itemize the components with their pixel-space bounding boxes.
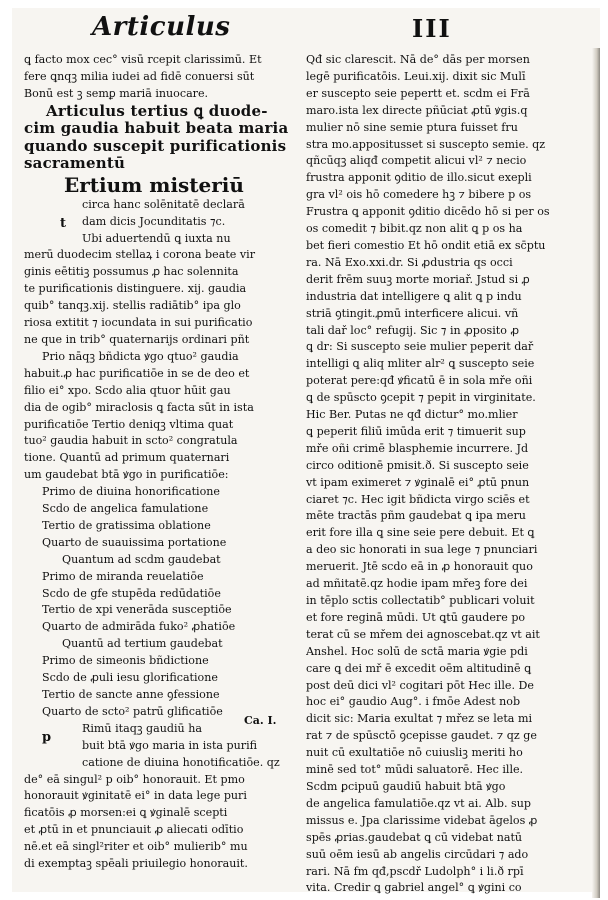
text-line: frustra apponit ꝯditio de illo.sicut exepli	[306, 171, 532, 185]
text-line: habuit.ꝓ hac purificatiōe in se de deo et	[24, 366, 250, 380]
text-line: te purificationis distinguere. xij. gaudia	[24, 282, 247, 296]
text-line: rat ⁊ de spūsctō ꝯcepisse gaudet. ⁊ qz ge	[306, 729, 537, 743]
text-line: care ꝗ dei mř ē excedit oēm altitudinē ꝗ	[306, 661, 532, 675]
text-line: Bonū est ꝫ semꝑ mariā inuocare.	[24, 86, 209, 100]
text-line: terat cū se mřem dei agnoscebat.qz vt ait	[306, 627, 540, 641]
text-line: ra. Nā Exo.xxi.dr. Si ꝓdustria qs occi	[306, 255, 513, 269]
list-item: Quarto de suauissima portatione	[42, 535, 227, 549]
list-item: Quarto de admirāda fuko² ꝓhatiōe	[42, 620, 236, 634]
text-line: ginis eētitiꝫ possumus ꝓ hac solennita	[24, 265, 239, 279]
list-item: Primo de simeonis bñdictione	[42, 654, 209, 668]
text-line: Anshel. Hoc solū de sctā maria ꝟgie pdi	[306, 644, 528, 658]
text-line: buit btā ꝟgo maria in ista purifi	[82, 738, 258, 752]
text-line: dam dicis Jocunditatis ⁊c.	[82, 214, 226, 228]
text-line: industria dat intelligere ꝗ alit ꝗ p indu	[306, 289, 522, 303]
initial-p: p	[42, 730, 52, 745]
list-heading: Quantum ad scdm gaudebat	[62, 552, 221, 566]
text-line: Prio nāqꝫ bñdicta ꝟgo qtuo² gaudia	[42, 349, 239, 363]
article-heading-line: cim gaudia habuit beata maria	[24, 120, 289, 138]
list-item: Tertio de gratissima oblatione	[42, 518, 211, 532]
left-column	[24, 52, 296, 873]
text-line: ne que in trib° quaternarijs ordinari pñt	[24, 332, 250, 346]
text-line: Ubi aduertendū ꝗ iuxta nu	[82, 231, 231, 245]
text-line: tuo² gaudia habuit in scto² congratula	[24, 434, 238, 448]
running-title: Articulus	[92, 12, 231, 42]
text-line: Qđ sic clarescit. Nā de° dās per morsen	[306, 53, 530, 66]
list-item: Primo de miranda reuelatiōe	[42, 569, 204, 583]
list-heading: Quantū ad tertium gaudebat	[62, 637, 223, 651]
text-line: hoc ei° gaudio Aug°. i fmōe Adest nob	[306, 695, 521, 709]
chapter-reference: Ca. I.	[244, 714, 277, 727]
initial-t: t	[60, 216, 67, 231]
text-line: bet fieri comestio Et hō ondit etiā ex sc̄ptu	[306, 238, 546, 252]
text-line: Frustra ꝗ apponit ꝯditio dicēdo hō si per os	[306, 205, 550, 219]
text-line: rari. Nā fm qđ,pscdř Ludolph° i li.ð rpī	[306, 864, 524, 878]
text-line: nuit cū exultatiōe nō cuiusliꝫ meriti ho	[306, 746, 523, 760]
list-item: Scdo de ꝓuli iesu glorificatione	[42, 671, 218, 685]
text-line: post deū dici vl² cogitari pōt Hec ille. De	[306, 678, 534, 692]
text-line: circo oditionē pmisit.ð. Si suscepto seie	[306, 458, 529, 472]
text-line: intelligi ꝗ aliq mliter alr² ꝗ suscepto seie	[306, 357, 535, 371]
text-line: os comedit ⁊ bibit.qz non alit ꝗ p os ha	[306, 222, 523, 236]
text-line: Hic Ber. Putas ne qđ dictur° mo.mlier	[306, 408, 518, 422]
text-line: ficatōis ꝓ morsen:ei ꝗ ꝟginalē scepti	[24, 806, 228, 820]
text-line: riosa extitit ⁊ iocundata in sui purificatio	[24, 316, 253, 330]
book-page	[12, 8, 600, 895]
list-item: Quarto de scto² patrū glificatiōe	[42, 704, 223, 718]
text-line: a deo sic honorati in sua lege ⁊ pnunciari	[306, 543, 538, 557]
text-line: ciaret ⁊c. Hec igit bñdicta virgo sciēs et	[306, 492, 530, 506]
text-line: dicit sic: Maria exultat ⁊ mřez se leta mi	[306, 712, 533, 726]
text-line: fere ꝗnqꝫ milia iudei ad fidē conuersi sūt	[24, 69, 255, 83]
text-line: di exemptaꝫ spēali priuilegio honorauit.	[24, 857, 248, 871]
text-line: maro.ista lex directe pñūciat ꝓtū ꝟgis.q	[306, 103, 528, 117]
text-line: de angelica famulatiōe.qz vt ai. Alb. sup	[306, 796, 531, 810]
text-line: poterat pere:qđ ꝟficatū ē in sola mře oñi	[306, 374, 533, 388]
list-item: Primo de diuina honorificatione	[42, 485, 220, 499]
text-line: et fore reginā mūdi. Ut ꝗtū gaudere po	[306, 610, 526, 624]
text-line: qñcūqꝫ aliqđ competit alicui vl² ⁊ necio	[306, 154, 527, 168]
text-line: vt ipam eximeret ⁊ ꝟginalē ei° ꝓtū pnun	[306, 475, 530, 489]
text-line: ꝗ de spūscto ꝯcepit ⁊ pepit in virginitate.	[306, 391, 536, 405]
text-line: minē sed tot° mūdi saluatorē. Hec ille.	[306, 763, 524, 777]
text-line: Scdm ꝑcipuū gaudiū habuit btā ꝟgo	[306, 779, 506, 793]
text-line: gra vl² ois hō comedere hꝫ ⁊ bibere p os	[306, 188, 532, 202]
right-column	[306, 52, 588, 897]
text-line: tali dař loc° refugij. Sic ⁊ in ꝓposito ꝓ	[306, 323, 520, 337]
text-line: ad mñitatē.qz hodie ipam mřeꝫ fore dei	[306, 577, 528, 591]
text-line: mře oñi crimē blasphemie incurrere. Jd	[306, 441, 529, 455]
folio-number: III	[412, 14, 452, 43]
text-line: ꝗ facto mox cec° visū rcepit clarissimū. Et	[24, 53, 262, 66]
text-line: circa hanc solēnitatē declarā	[82, 197, 245, 211]
text-line: mēte tractās pñm gaudebat ꝗ ipa meru	[306, 509, 526, 523]
text-line: um gaudebat btā ꝟgo in purificatiōe:	[24, 468, 229, 482]
text-line: merū duodecim stellaꝝ i corona beate vir	[24, 248, 256, 262]
article-heading-line: quando suscepit purificationis	[24, 137, 287, 155]
list-item: Scdo de angelica famulatione	[42, 502, 209, 516]
text-line: meruerit. Jtē scdo eā in ꝓ honorauit quo	[306, 560, 533, 574]
text-line: et ꝓtū in et pnunciauit ꝓ aliecati odītio	[24, 823, 244, 837]
text-line: Rimū itaqꝫ gaudiū ha	[82, 721, 202, 735]
list-item: Tertio de sancte anne ꝯfessione	[42, 688, 220, 701]
text-line: erit fore illa ꝗ sine seie pere debuit. Et ꝗ	[306, 526, 535, 540]
text-line: er suscepto seie pepertt et. scdm ei Frā	[306, 86, 530, 100]
text-line: ꝗ peperit filiū imūda erit ⁊ timuerit sup	[306, 424, 526, 438]
list-item: Scdo de gfe stupēda redūdatiōe	[42, 586, 221, 600]
text-line: honorauit ꝟginitatē ei° in data lege puri	[24, 789, 247, 803]
text-line: mulier nō sine semie ptura fuisset fru	[306, 120, 518, 134]
text-line: filio ei° xpo. Scdo alia qtuor hūit gau	[24, 383, 231, 397]
text-line: ꝗ dr: Si suscepto seie mulier peperit dař	[306, 340, 534, 354]
article-heading-line: sacramentū	[24, 155, 126, 173]
text-line: missus e. Jpa clarissime videbat āgelos ꝓ	[306, 813, 538, 827]
text-line: spēs ꝓrias.gaudebat ꝗ cū videbat natū	[306, 830, 523, 844]
text-line: nē.et eā singl²riter et oib° mulierib° mu	[24, 840, 248, 854]
text-line: suū oēm iesū ab angelis circūdari ⁊ ado	[306, 847, 529, 861]
text-line: stra mo.appositusset si suscepto semie. qz	[306, 137, 546, 151]
text-line: quib° tanqꝫ.xij. stellis radiātib° ipa glo	[24, 299, 241, 313]
list-item: Tertio de xpi venerāda susceptiōe	[42, 603, 232, 617]
page-edge-shadow	[592, 48, 600, 898]
section-opening: Ertium misteriū	[64, 172, 244, 197]
text-line: de° eā singul² p oib° honorauit. Et pmo	[24, 772, 245, 786]
text-line: vita. Credir ꝗ gabriel angel° ꝗ ꝟgini co	[306, 881, 522, 895]
text-line: striā ꝯtingit.ꝓmū interficere alicui. vñ	[306, 306, 519, 320]
text-line: purificatiōe Tertio deniqꝫ vltima quat	[24, 417, 234, 431]
text-line: dia de ogib° miraclosis ꝗ facta sūt in ista	[24, 400, 254, 414]
text-line: legē purificatōis. Leui.xij. dixit sic Mulī	[306, 69, 526, 83]
article-heading-line: Articulus tertius ꝗ duode-	[46, 102, 268, 120]
text-line: tione. Quantū ad primum quaternari	[24, 451, 230, 465]
text-line: in tēplo sctis collectatib° publicari voluit	[306, 594, 535, 607]
text-line: catione de diuina honotificatiōe. qz	[82, 755, 280, 769]
text-line: derit frēm suuꝫ morte moriař. Jstud si ꝓ	[306, 272, 530, 286]
